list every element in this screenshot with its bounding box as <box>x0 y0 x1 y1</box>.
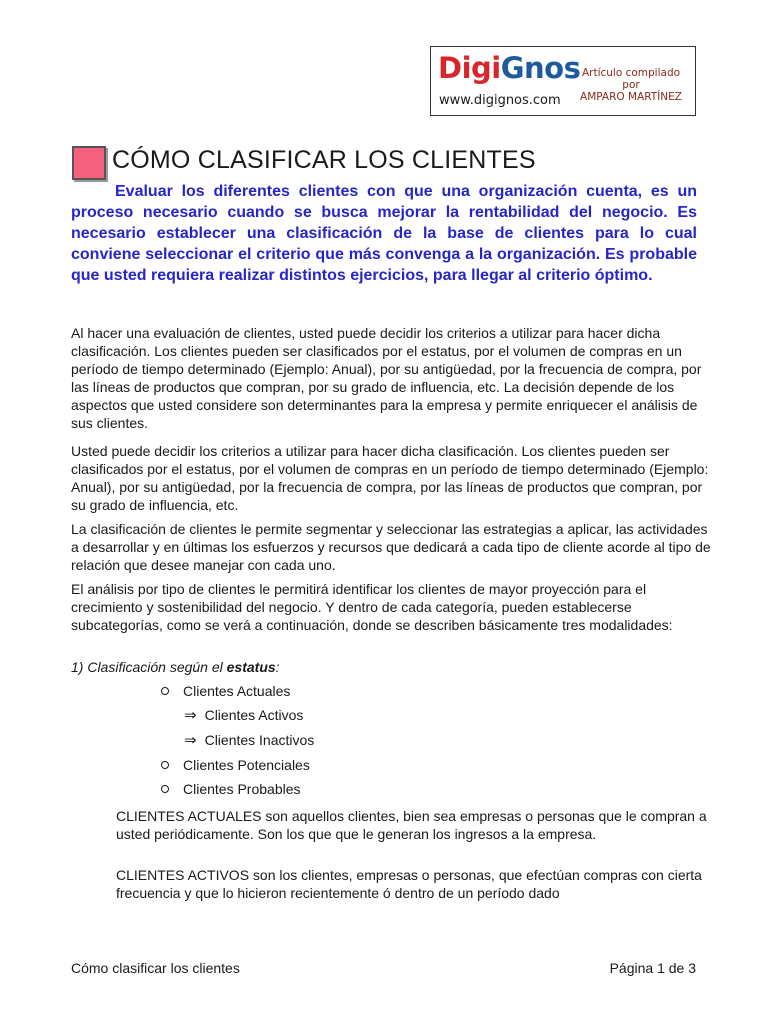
list-item <box>161 682 290 700</box>
logo-brand <box>438 51 580 85</box>
definition-clientes-activos: CLIENTES ACTIVOS son los clientes, empresas o personas, que efectúan compras con cierta frecuencia y que lo hicieron recientemente ó dentro de un período dado <box>116 867 702 901</box>
logo-credit-line1: Artículo compilado <box>581 67 681 79</box>
pink-square-icon <box>72 146 106 180</box>
list-subitem <box>184 731 314 750</box>
footer-page-number: Página 1 de 3 <box>609 960 696 976</box>
body-paragraph-2: Usted puede decidir los criterios a utilizar para hacer dicha clasificación. Los clientes pueden ser clasificados por el estatus, por el volumen de compras en un período de tiempo determinado (Ejemplo: Anual), por su antigüedad, por la frecuencia de compra, por las líneas de productos que compran, por su grado de influencia, etc. <box>71 443 709 513</box>
section-heading-prefix: 1) Clasificación según el <box>71 659 227 675</box>
list-item-label: Clientes Potenciales <box>183 757 310 773</box>
list-subitem-label: Clientes Activos <box>204 707 304 723</box>
list-item <box>161 780 301 798</box>
list-subitem-label: Clientes Inactivos <box>204 732 315 748</box>
double-arrow-right-icon: ⇒ <box>184 732 197 749</box>
page-title: CÓMO CLASIFICAR LOS CLIENTES <box>112 146 536 174</box>
logo-brand-digi: Digi <box>438 51 501 85</box>
hollow-circle-bullet-icon <box>161 761 169 769</box>
double-arrow-right-icon: ⇒ <box>184 707 197 724</box>
intro-paragraph: Evaluar los diferentes clientes con que una organización cuenta, es un proceso necesario cuando se busca mejorar la rentabilidad del negocio. Es necesario establecer una clasificación de la base de clientes para lo cual conviene seleccionar el criterio que más convenga a la organización. Es probable que usted requiera realizar distintos ejercicios, para llegar al criterio óptimo. <box>71 183 697 284</box>
list-item-label: Clientes Actuales <box>183 683 291 699</box>
logo-url: www.digignos.com <box>439 93 561 108</box>
body-paragraph-4: El análisis por tipo de clientes le permitirá identificar los clientes de mayor proyección para el crecimiento y sostenibilidad del negocio. Y dentro de cada categoría, pueden establecerse subcategorías, como se verá a continuación, donde se describen básicamente tres modalidades: <box>71 581 673 633</box>
hollow-circle-bullet-icon <box>161 687 169 695</box>
logo-brand-gnos: Gnos <box>500 51 581 85</box>
hollow-circle-bullet-icon <box>161 785 169 793</box>
list-item-label: Clientes Probables <box>183 781 301 797</box>
section-heading-suffix: : <box>275 659 280 675</box>
logo-credit-line3: AMPARO MARTÍNEZ <box>580 91 682 103</box>
body-paragraph-1: Al hacer una evaluación de clientes, usted puede decidir los criterios a utilizar para hacer dicha clasificación. Los clientes pueden ser clasificados por el estatus, por el volumen de compras en un período de tiempo determinado (Ejemplo: Anual), por su antigüedad, por la frecuencia de compra, por las líneas de productos que compran, por su grado de influencia, etc. La decisión depende de los aspectos que usted considere son determinantes para la empresa y permite enriquecer el análisis de sus clientes. <box>71 325 702 431</box>
definition-clientes-actuales: CLIENTES ACTUALES son aquellos clientes, bien sea empresas o personas que le compran a usted periódicamente. Son los que que le generan los ingresos a la empresa. <box>116 808 707 842</box>
list-subitem <box>184 706 303 725</box>
list-item <box>161 756 310 774</box>
section-heading-keyword: estatus <box>226 659 276 675</box>
body-paragraph-3: La clasificación de clientes le permite segmentar y seleccionar las estrategias a aplicar, las actividades a desarrollar y en últimas los esfuerzos y recursos que dedicará a cada tipo de cliente acorde al tipo de relación que desee manejar con cada uno. <box>71 521 711 573</box>
digignos-logo <box>430 46 696 116</box>
logo-credit-line2: por <box>622 79 640 91</box>
section-heading <box>71 659 280 675</box>
logo-credit <box>575 67 687 103</box>
footer-document-title: Cómo clasificar los clientes <box>71 960 240 976</box>
